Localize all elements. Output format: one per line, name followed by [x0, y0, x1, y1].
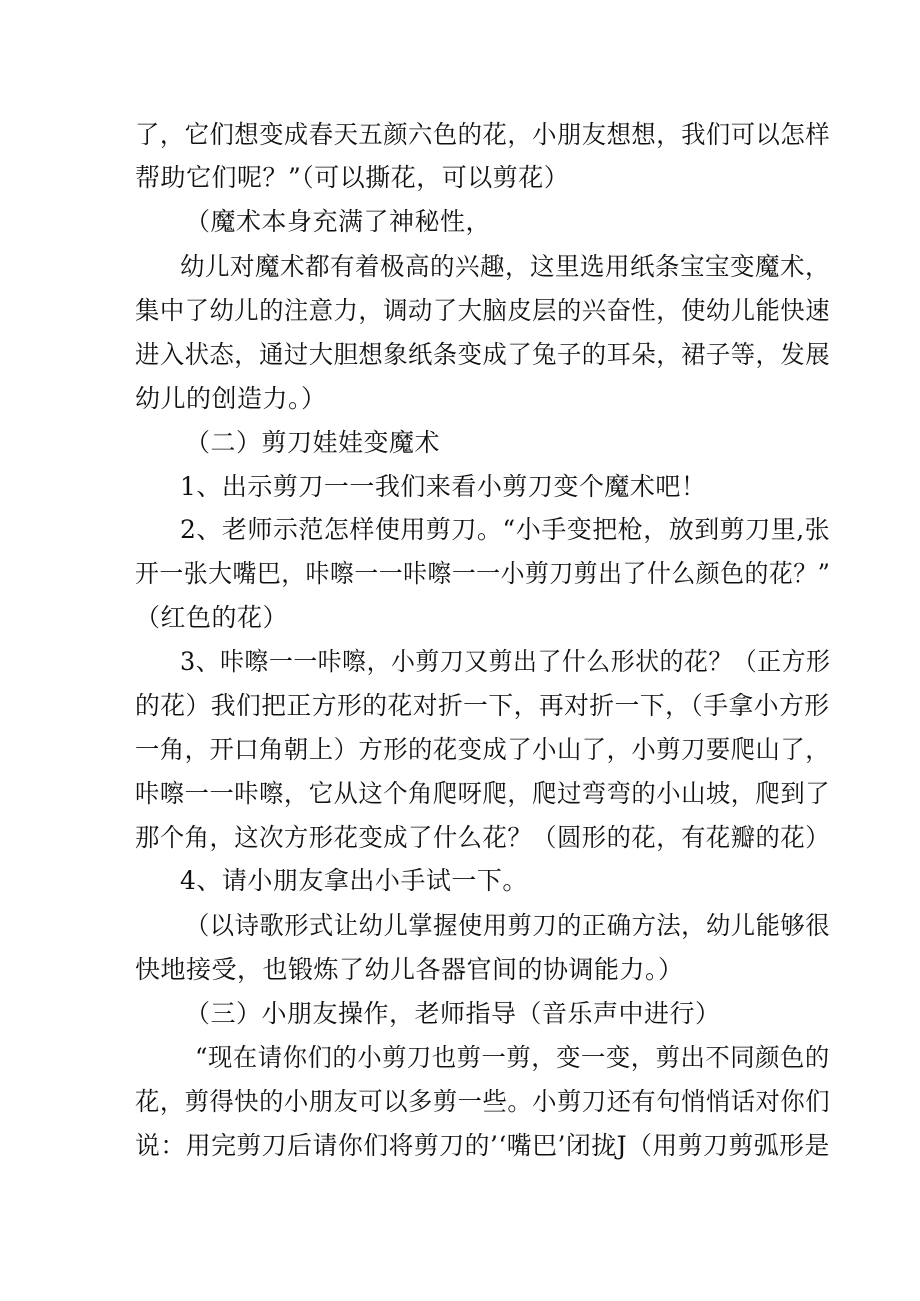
text-line: 3、咔嚓一一咔嚓，小剪刀又剪出了什么形状的花？（正方形 — [180, 647, 831, 676]
text-line: 的花）我们把正方形的花对折一下，再对折一下，（手拿小方形 — [135, 691, 830, 720]
section-heading: （二）剪刀娃娃变魔术 — [185, 428, 441, 457]
text-line: 快地接受，也锻炼了幼儿各器官间的协调能力。） — [135, 955, 684, 984]
section-heading: （三）小朋友操作，老师指导（音乐声中进行） — [185, 999, 721, 1028]
text-line: 幼儿的创造力。） — [135, 384, 327, 413]
text-line: 幼儿对魔术都有着极高的兴趣，这里选用纸条宝宝变魔术， — [180, 252, 831, 281]
text-line: 2、老师示范怎样使用剪刀。“小手变把枪，放到剪刀里,张 — [180, 515, 831, 544]
text-line: 了，它们想变成春天五颜六色的花，小朋友想想，我们可以怎样 — [135, 120, 831, 149]
text-line: （魔术本身充满了神秘性， — [185, 207, 492, 236]
text-line: 帮助它们呢？”（可以撕花，可以剪花） — [135, 163, 570, 192]
text-line: 集中了幼儿的注意力，调动了大脑皮层的兴奋性，使幼儿能快速 — [135, 296, 831, 325]
text-line: 一角，开口角朝上）方形的花变成了小山了，小剪刀要爬山了， — [135, 735, 831, 764]
text-line: （红色的花） — [135, 603, 289, 632]
text-line: 那个角，这次方形花变成了什么花？（圆形的花，有花瓣的花） — [135, 823, 831, 852]
text-line: 4、请小朋友拿出小手试一下。 — [180, 866, 528, 895]
text-line: 咔嚓一一咔嚓，它从这个角爬呀爬，爬过弯弯的小山坡，爬到了 — [135, 779, 831, 808]
text-line: 1、出示剪刀一一我们来看小剪刀变个魔术吧！ — [180, 472, 707, 501]
text-line: 说：用完剪刀后请你们将剪刀的’‘嘴巴’闭拢J（用剪刀剪弧形是 — [135, 1131, 830, 1160]
text-line: 进入状态，通过大胆想象纸条变成了兔子的耳朵，裙子等，发展 — [135, 340, 831, 369]
text-line: （以诗歌形式让幼儿掌握使用剪刀的正确方法，幼儿能够很 — [185, 911, 831, 940]
text-line: 开一张大嘴巴，咔嚓一一咔嚓一一小剪刀剪出了什么颜色的花？” — [135, 559, 831, 588]
text-line: “现在请你们的小剪刀也剪一剪，变一变，剪出不同颜色的 — [195, 1043, 830, 1072]
text-line: 花，剪得快的小朋友可以多剪一些。小剪刀还有句悄悄话对你们 — [135, 1087, 831, 1116]
